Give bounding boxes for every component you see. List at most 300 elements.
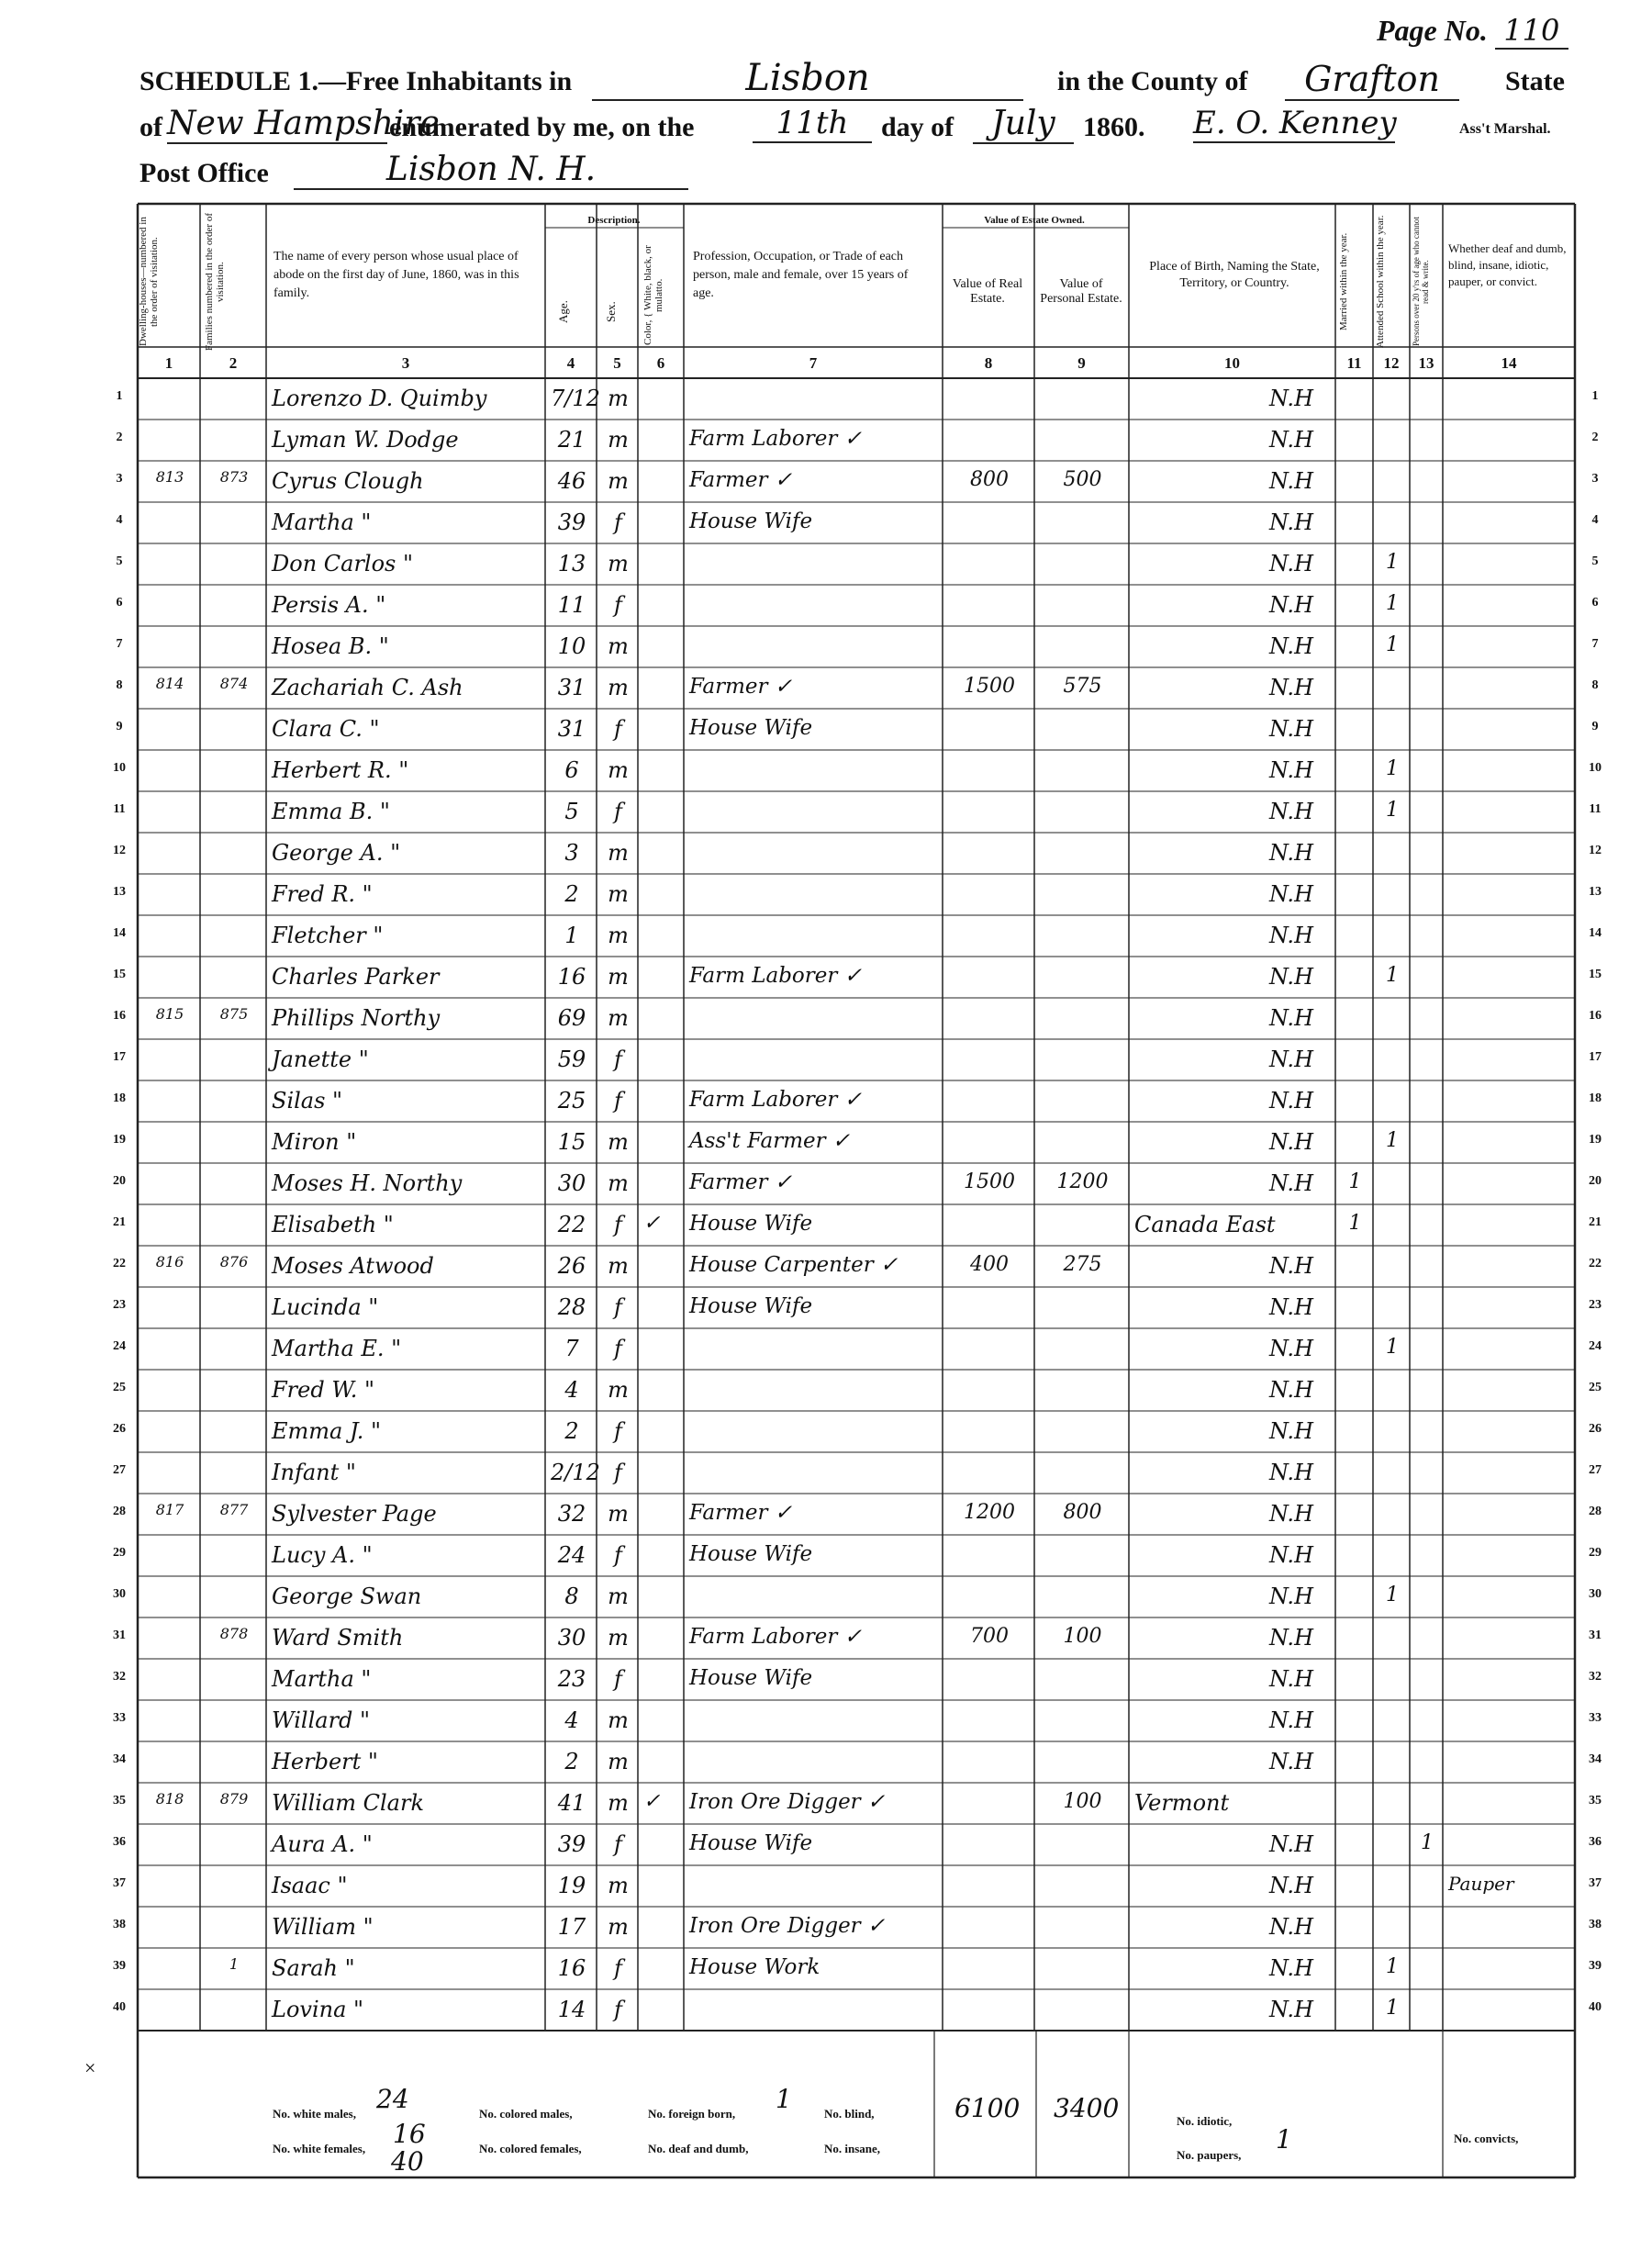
- line-number: 28: [1589, 1505, 1602, 1518]
- age: 32: [557, 1501, 586, 1527]
- sex: m: [608, 675, 629, 700]
- line-number: 26: [113, 1422, 126, 1436]
- post-office-value: Lisbon N. H.: [294, 151, 688, 190]
- paupers-value: 1: [1276, 2124, 1292, 2155]
- school-mark: 1: [1386, 1336, 1399, 1359]
- age: 3: [564, 840, 579, 866]
- col-family-header: Families numbered in the order of visitation.: [204, 213, 226, 351]
- school-mark: 1: [1386, 592, 1399, 615]
- line-number: 17: [113, 1050, 126, 1064]
- school-mark: 1: [1386, 633, 1399, 656]
- sex: m: [608, 1625, 629, 1651]
- age: 46: [557, 468, 586, 494]
- birthplace: N.H: [1268, 757, 1313, 783]
- age: 2: [564, 1749, 579, 1774]
- line-number: 29: [1589, 1546, 1602, 1560]
- col-occupation-header: Profession, Occupation, or Trade of each person, male and female, over 15 years of age.: [693, 250, 909, 300]
- sex: f: [614, 1955, 622, 1981]
- birthplace: N.H: [1268, 1253, 1313, 1279]
- age: 17: [557, 1914, 586, 1940]
- line-number: 7: [1591, 637, 1599, 651]
- sex: f: [614, 1666, 622, 1692]
- real-estate-value: 400: [970, 1253, 1009, 1276]
- age: 6: [564, 757, 579, 783]
- line-number: 37: [113, 1876, 126, 1890]
- dwelling-number: 813: [155, 468, 184, 486]
- person-name: Emma J. ": [272, 1418, 382, 1444]
- column-number: 6: [656, 354, 665, 372]
- marshal-signature: E. O. Kenney: [1193, 105, 1397, 141]
- blind-label: No. blind,: [824, 2107, 875, 2121]
- occupation: Farmer ✓: [689, 1501, 793, 1525]
- personal-estate-value: 800: [1063, 1501, 1102, 1524]
- line-number: 32: [1589, 1670, 1602, 1684]
- sex: m: [608, 1707, 629, 1733]
- family-number: 1: [229, 1955, 240, 1973]
- colored-males-label: No. colored males,: [479, 2107, 573, 2121]
- age: 13: [557, 551, 586, 576]
- birthplace: N.H: [1268, 799, 1313, 824]
- sex: f: [614, 1542, 622, 1568]
- school-mark: 1: [1386, 1129, 1399, 1152]
- line-number: 28: [113, 1505, 126, 1518]
- personal-estate-value: 275: [1063, 1253, 1102, 1276]
- line-number: 27: [1589, 1463, 1602, 1477]
- schedule-title: SCHEDULE 1.—Free Inhabitants in: [140, 66, 573, 96]
- person-name: Ward Smith: [272, 1625, 404, 1651]
- col-sex-header: Sex.: [604, 301, 618, 323]
- margin-mark: ×: [84, 2056, 96, 2079]
- col-condition-header: Whether deaf and dumb, blind, insane, idiotic, pauper, or convict.: [1448, 241, 1567, 288]
- person-name: Willard ": [272, 1707, 371, 1733]
- birthplace: N.H: [1268, 840, 1313, 866]
- birthplace: N.H: [1268, 1129, 1313, 1155]
- sex: m: [608, 840, 629, 866]
- line-number: 18: [113, 1091, 126, 1105]
- school-mark: 1: [1386, 799, 1399, 822]
- dwelling-number: 816: [155, 1253, 184, 1270]
- real-estate-value: 1500: [964, 1170, 1015, 1193]
- person-name: Emma B. ": [272, 799, 390, 824]
- estate-header: Value of Estate Owned.: [984, 215, 1085, 226]
- age: 26: [557, 1253, 586, 1279]
- birthplace: N.H: [1268, 509, 1313, 535]
- person-name: Cyrus Clough: [272, 468, 424, 494]
- sex: f: [614, 716, 622, 742]
- line-number: 18: [1589, 1091, 1602, 1105]
- family-number: 878: [219, 1625, 249, 1642]
- age: 31: [557, 716, 586, 742]
- line-number: 9: [1591, 720, 1599, 733]
- sex: m: [608, 1584, 629, 1609]
- line-number: 35: [113, 1794, 126, 1808]
- column-number: 14: [1501, 354, 1517, 372]
- sex: f: [614, 1997, 622, 2022]
- line-number: 13: [113, 885, 126, 899]
- line-number: 8: [116, 678, 123, 692]
- birthplace: N.H: [1268, 592, 1313, 618]
- married-mark: 1: [1348, 1212, 1362, 1235]
- sex: f: [614, 1460, 622, 1485]
- birthplace: N.H: [1268, 1005, 1313, 1031]
- age: 24: [557, 1542, 586, 1568]
- year-value: 1860.: [1083, 112, 1145, 142]
- family-number: 879: [219, 1790, 249, 1808]
- line-number: 30: [113, 1587, 126, 1601]
- col-name-header: The name of every person whose usual place of abode on the first day of June, 1860, was in this family.: [273, 250, 519, 300]
- description-header: Description.: [587, 215, 641, 226]
- enumerated-label: enumerated by me, on the: [389, 112, 695, 142]
- occupation: House Wife: [689, 1212, 813, 1236]
- birthplace: N.H: [1268, 1831, 1313, 1857]
- line-number: 33: [113, 1711, 126, 1725]
- real-estate-value: 1500: [964, 675, 1015, 698]
- line-number: 20: [113, 1174, 126, 1188]
- occupation: Iron Ore Digger ✓: [689, 1790, 886, 1814]
- line-number: 11: [113, 802, 126, 816]
- sex: m: [608, 964, 629, 990]
- person-name: Miron ": [272, 1129, 357, 1155]
- col-married-header: Married within the year.: [1338, 232, 1349, 331]
- person-name: Moses H. Northy: [272, 1170, 463, 1196]
- person-name: Infant ": [272, 1460, 356, 1485]
- person-name: William ": [272, 1914, 374, 1940]
- line-number: 22: [113, 1257, 126, 1270]
- col-age-header: Age.: [556, 300, 570, 324]
- col-dwelling-header: Dwelling-houses—numbered in the order of visitation.: [138, 217, 160, 347]
- age: 41: [557, 1790, 586, 1816]
- sex: m: [608, 468, 629, 494]
- of-label: of: [140, 112, 162, 142]
- birthplace: N.H: [1268, 1460, 1313, 1485]
- family-number: 875: [219, 1005, 249, 1023]
- line-number: 21: [113, 1215, 126, 1229]
- person-name: Martha ": [272, 509, 372, 535]
- column-number: 8: [984, 354, 993, 372]
- age: 39: [557, 1831, 586, 1857]
- sex: f: [614, 1294, 622, 1320]
- person-name: Charles Parker: [272, 964, 440, 990]
- personal-estate-value: 575: [1063, 675, 1102, 698]
- line-number: 8: [1591, 678, 1599, 692]
- line-number: 25: [1589, 1381, 1602, 1394]
- personal-estate-value: 100: [1063, 1625, 1102, 1648]
- person-name: Martha E. ": [272, 1336, 402, 1361]
- line-number: 10: [1589, 761, 1602, 775]
- sex: m: [608, 923, 629, 948]
- family-number: 876: [219, 1253, 249, 1270]
- person-name: Silas ": [272, 1088, 343, 1114]
- age: 16: [557, 1955, 586, 1981]
- line-number: 1: [116, 389, 123, 403]
- column-number: 13: [1418, 354, 1434, 372]
- person-name: Lovina ": [272, 1997, 364, 2022]
- birthplace: N.H: [1268, 1584, 1313, 1609]
- occupation: House Wife: [689, 1666, 813, 1690]
- column-number: 2: [229, 354, 238, 372]
- white-females-label: No. white females,: [273, 2142, 366, 2155]
- line-number: 16: [113, 1009, 126, 1023]
- person-name: Zachariah C. Ash: [272, 675, 463, 700]
- line-number: 37: [1589, 1876, 1602, 1890]
- sex: m: [608, 1790, 629, 1816]
- paupers-label: No. paupers,: [1177, 2148, 1242, 2162]
- age: 2: [564, 1418, 579, 1444]
- birthplace: N.H: [1268, 964, 1313, 990]
- person-name: Hosea B. ": [272, 633, 389, 659]
- personal-estate-value: 100: [1063, 1790, 1102, 1813]
- line-number: 9: [116, 720, 123, 733]
- line-number: 34: [113, 1752, 126, 1766]
- sex: m: [608, 633, 629, 659]
- sex: m: [608, 1501, 629, 1527]
- insane-label: No. insane,: [824, 2142, 881, 2155]
- line-number: 25: [113, 1381, 126, 1394]
- school-mark: 1: [1386, 551, 1399, 574]
- sex: m: [608, 1377, 629, 1403]
- married-mark: 1: [1348, 1170, 1362, 1193]
- column-number: 3: [401, 354, 410, 372]
- line-number: 13: [1589, 885, 1602, 899]
- age: 19: [557, 1873, 586, 1898]
- occupation: Farm Laborer ✓: [689, 427, 862, 451]
- person-name: William Clark: [272, 1790, 425, 1816]
- sex: m: [608, 386, 629, 411]
- sex: m: [608, 1749, 629, 1774]
- family-number: 873: [219, 468, 249, 486]
- occupation: House Wife: [689, 1294, 813, 1318]
- occupation: House Wife: [689, 509, 813, 533]
- sex: m: [608, 881, 629, 907]
- family-number: 874: [219, 675, 249, 692]
- occupation: Farm Laborer ✓: [689, 1088, 862, 1112]
- occupation: Farmer ✓: [689, 675, 793, 699]
- birthplace: N.H: [1268, 1047, 1313, 1072]
- color: ✓: [643, 1790, 661, 1813]
- line-number: 2: [116, 431, 123, 444]
- birthplace: N.H: [1268, 1955, 1313, 1981]
- birthplace: N.H: [1268, 1914, 1313, 1940]
- age: 1: [564, 923, 579, 948]
- column-number: 7: [809, 354, 818, 372]
- birthplace: N.H: [1268, 1088, 1313, 1114]
- line-number: 14: [1589, 926, 1602, 940]
- line-number: 4: [116, 513, 123, 527]
- personal-estate-value: 500: [1063, 468, 1102, 491]
- occupation: House Wife: [689, 716, 813, 740]
- column-number: 11: [1346, 354, 1362, 372]
- personal-estate-value: 1200: [1056, 1170, 1109, 1193]
- birthplace: N.H: [1268, 923, 1313, 948]
- birthplace: N.H: [1268, 881, 1313, 907]
- column-number: 12: [1383, 354, 1400, 372]
- col-school-header: Attended School within the year.: [1375, 215, 1386, 349]
- sex: m: [608, 551, 629, 576]
- foreign-born-label: No. foreign born,: [648, 2107, 736, 2121]
- person-name: Phillips Northy: [272, 1005, 441, 1031]
- color: ✓: [643, 1212, 661, 1235]
- person-name: Persis A. ": [272, 592, 386, 618]
- birthplace: Canada East: [1134, 1212, 1276, 1237]
- illiterate-mark: 1: [1421, 1831, 1434, 1854]
- line-number: 12: [1589, 844, 1602, 857]
- line-number: 29: [113, 1546, 126, 1560]
- colored-females-label: No. colored females,: [479, 2142, 582, 2155]
- line-number: 14: [113, 926, 126, 940]
- school-mark: 1: [1386, 1955, 1399, 1978]
- person-name: Aura A. ": [272, 1831, 373, 1857]
- occupation: Ass't Farmer ✓: [689, 1129, 851, 1153]
- age: 4: [564, 1377, 579, 1403]
- school-mark: 1: [1386, 1584, 1399, 1606]
- line-number: 32: [113, 1670, 126, 1684]
- birthplace: N.H: [1268, 427, 1313, 453]
- birthplace: N.H: [1268, 1749, 1313, 1774]
- age: 2/12: [551, 1460, 600, 1485]
- sex: m: [608, 1005, 629, 1031]
- age: 7/12: [551, 386, 600, 411]
- real-estate-value: 1200: [964, 1501, 1015, 1524]
- occupation: House Work: [689, 1955, 820, 1979]
- line-number: 30: [1589, 1587, 1602, 1601]
- age: 22: [557, 1212, 586, 1237]
- person-name: Isaac ": [272, 1873, 348, 1898]
- age: 5: [564, 799, 579, 824]
- page-label: Page No.: [1377, 14, 1488, 47]
- sex: f: [614, 1418, 622, 1444]
- line-number: 38: [113, 1918, 126, 1931]
- person-name: Fred R. ": [272, 881, 373, 907]
- birthplace: N.H: [1268, 633, 1313, 659]
- occupation: Iron Ore Digger ✓: [689, 1914, 886, 1938]
- person-name: Lucy A. ": [272, 1542, 373, 1568]
- foreign-born-value: 1: [776, 2084, 792, 2114]
- family-number: 877: [219, 1501, 249, 1518]
- column-number: 1: [164, 354, 173, 372]
- line-number: 34: [1589, 1752, 1602, 1766]
- line-number: 36: [1589, 1835, 1602, 1849]
- line-number: 6: [116, 596, 123, 610]
- age: 11: [557, 592, 586, 618]
- column-number: 4: [566, 354, 575, 372]
- person-name: Fred W. ": [272, 1377, 375, 1403]
- line-number: 10: [113, 761, 126, 775]
- person-name: Martha ": [272, 1666, 372, 1692]
- birthplace: N.H: [1268, 1666, 1313, 1692]
- line-number: 40: [113, 2000, 126, 2014]
- sex: f: [614, 509, 622, 535]
- line-number: 21: [1589, 1215, 1602, 1229]
- sex: m: [608, 1253, 629, 1279]
- column-number: 5: [613, 354, 621, 372]
- col-illiterate-header: Persons over 20 y'rs of age who cannot read & write.: [1412, 217, 1430, 347]
- white-males-label: No. white males,: [273, 2107, 356, 2121]
- deaf-dumb-label: No. deaf and dumb,: [648, 2142, 749, 2155]
- column-number: 9: [1077, 354, 1086, 372]
- line-number: 3: [116, 472, 123, 486]
- sex: f: [614, 1336, 622, 1361]
- line-number: 15: [1589, 968, 1602, 981]
- line-number: 38: [1589, 1918, 1602, 1931]
- person-name: Herbert ": [272, 1749, 378, 1774]
- line-number: 17: [1589, 1050, 1602, 1064]
- dwelling-number: 815: [155, 1005, 184, 1023]
- line-number: 36: [113, 1835, 126, 1849]
- age: 10: [557, 633, 586, 659]
- age: 2: [564, 881, 579, 907]
- age: 21: [557, 427, 586, 453]
- person-name: Fletcher ": [272, 923, 384, 948]
- line-number: 22: [1589, 1257, 1602, 1270]
- total-persons-value: 40: [391, 2146, 424, 2177]
- line-number: 12: [113, 844, 126, 857]
- birthplace: N.H: [1268, 716, 1313, 742]
- line-number: 5: [1591, 554, 1599, 568]
- birthplace: Vermont: [1134, 1790, 1230, 1816]
- day-value: 11th: [753, 105, 872, 143]
- month-value: July: [973, 105, 1074, 144]
- line-number: 1: [1591, 389, 1599, 403]
- occupation: Farm Laborer ✓: [689, 1625, 862, 1649]
- person-name: George Swan: [272, 1584, 422, 1609]
- birthplace: N.H: [1268, 551, 1313, 576]
- occupation: House Wife: [689, 1542, 813, 1566]
- person-name: Lucinda ": [272, 1294, 379, 1320]
- line-number: 23: [1589, 1298, 1602, 1312]
- town-name: Lisbon: [592, 57, 1023, 101]
- birthplace: N.H: [1268, 1501, 1313, 1527]
- line-number: 31: [113, 1629, 126, 1642]
- age: 4: [564, 1707, 579, 1733]
- school-mark: 1: [1386, 1997, 1399, 2020]
- person-name: Clara C. ": [272, 716, 380, 742]
- birthplace: N.H: [1268, 1542, 1313, 1568]
- state-label: State: [1505, 66, 1565, 96]
- white-males-value: 24: [376, 2084, 409, 2114]
- occupation: House Wife: [689, 1831, 813, 1855]
- birthplace: N.H: [1268, 1377, 1313, 1403]
- birthplace: N.H: [1268, 1873, 1313, 1898]
- sex: f: [614, 1831, 622, 1857]
- birthplace: N.H: [1268, 1997, 1313, 2022]
- sex: m: [608, 757, 629, 783]
- age: 16: [557, 964, 586, 990]
- day-of-label: day of: [881, 112, 954, 142]
- line-number: 23: [113, 1298, 126, 1312]
- county-label: in the County of: [1057, 66, 1248, 96]
- line-number: 19: [113, 1133, 126, 1147]
- line-number: 15: [113, 968, 126, 981]
- line-number: 27: [113, 1463, 126, 1477]
- age: 31: [557, 675, 586, 700]
- age: 28: [557, 1294, 586, 1320]
- line-number: 31: [1589, 1629, 1602, 1642]
- sex: f: [614, 592, 622, 618]
- white-females-value: 16: [393, 2119, 426, 2149]
- line-number: 20: [1589, 1174, 1602, 1188]
- col-birthplace-header: Place of Birth, Naming the State, Territory, or Country.: [1149, 260, 1320, 290]
- birthplace: N.H: [1268, 1418, 1313, 1444]
- sex: m: [608, 1170, 629, 1196]
- birthplace: N.H: [1268, 1336, 1313, 1361]
- column-number: 10: [1224, 354, 1240, 372]
- dwelling-number: 818: [155, 1790, 184, 1808]
- col-personal-estate-header: Value of Personal Estate.: [1040, 277, 1122, 306]
- person-name: Sylvester Page: [272, 1501, 437, 1527]
- person-name: Elisabeth ": [272, 1212, 394, 1237]
- person-name: Sarah ": [272, 1955, 355, 1981]
- age: 23: [557, 1666, 586, 1692]
